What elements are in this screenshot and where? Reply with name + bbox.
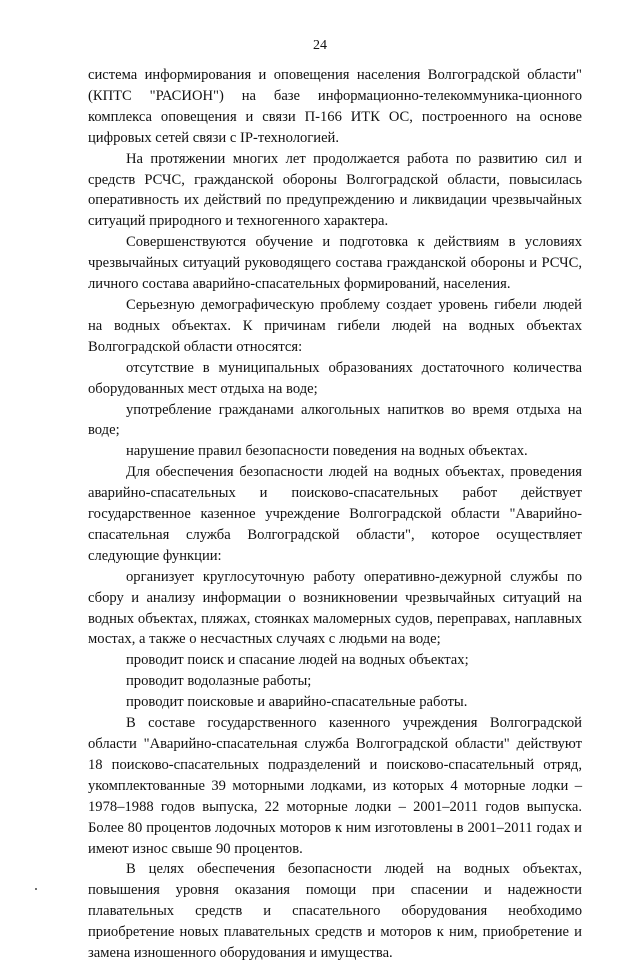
paragraph: система информирования и оповещения населения Волгоградской области" (КПТС "РАСИОН") на базе информационно-телекоммуника-ционного комплекса оповещения и связи П-166 ИТК ОС, построенного на основе цифровых сетей связи с IP-технологией. [88,67,582,146]
paragraph: В составе государственного казенного учреждения Волгоградской области "Аварийно-спасательная служба Волгоградской области" действуют 18 поисково-спасательных подразделений и поисково-спасательный отряд, укомплектованные 39 моторными лодками, из которых 4 моторные лодки – 1978–1988 годов выпуска, 22 моторные лодки – 2001–2011 годов выпуска. Более 80 процентов лодочных моторов к ним изготовлены в 2001–2011 годах и имеют износ свыше 90 процентов. [88,715,582,857]
paragraph: Для обеспечения безопасности людей на водных объектах, проведения аварийно-спасательных и поисково-спасательных работ действует государственное казенное учреждение Волгоградской области "Аварийно-спасательная служба Волгоградской области", которое осуществляет следующие функции: [88,464,582,564]
paragraph: В целях обеспечения безопасности людей на водных объектах, повышения уровня оказания помощи при спасении и надежности плавательных средств и спасательного оборудования необходимо приобретение новых плавательных средств и моторов к ним, приобретение и замена изношенного оборудования и имущества. [88,861,582,962]
paragraph: На протяжении многих лет продолжается работа по развитию сил и средств РСЧС, гражданской обороны Волгоградской области, повысилась оперативность их действий по предупреждению и ликвидации чрезвычайных ситуаций природного и техногенного характера. [88,150,582,230]
list-item: проводит водолазные работы; [126,673,312,690]
scan-speck [35,888,37,890]
list-item: нарушение правил безопасности поведения на водных объектах. [126,443,528,460]
list-item: проводит поисковые и аварийно-спасательные работы. [126,694,468,711]
paragraph: Совершенствуются обучение и подготовка к действиям в условиях чрезвычайных ситуаций руководящего состава гражданской обороны и РСЧС, личного состава аварийно-спасательных формирований, населения. [88,234,582,293]
list-item: проводит поиск и спасание людей на водных объектах; [126,652,469,669]
paragraph: Серьезную демографическую проблему создает уровень гибели людей на водных объектах. К причинам гибели людей на водных объектах Волгоградской области относятся: [88,296,582,355]
list-item: организует круглосуточную работу оперативно-дежурной службы по сбору и анализу информации о возникновении чрезвычайных ситуаций на водных объектах, пляжах, стоянках маломерных судов, переправах, наплавных мостах, а также о несчастных случаях с людьми на воде; [88,568,582,648]
list-item: употребление гражданами алкогольных напитков во время отдыха на воде; [88,401,582,439]
body-text [88,65,582,964]
list-item: отсутствие в муниципальных образованиях достаточного количества оборудованных мест отдыха на воде; [88,359,582,397]
page-number: 24 [313,38,327,53]
